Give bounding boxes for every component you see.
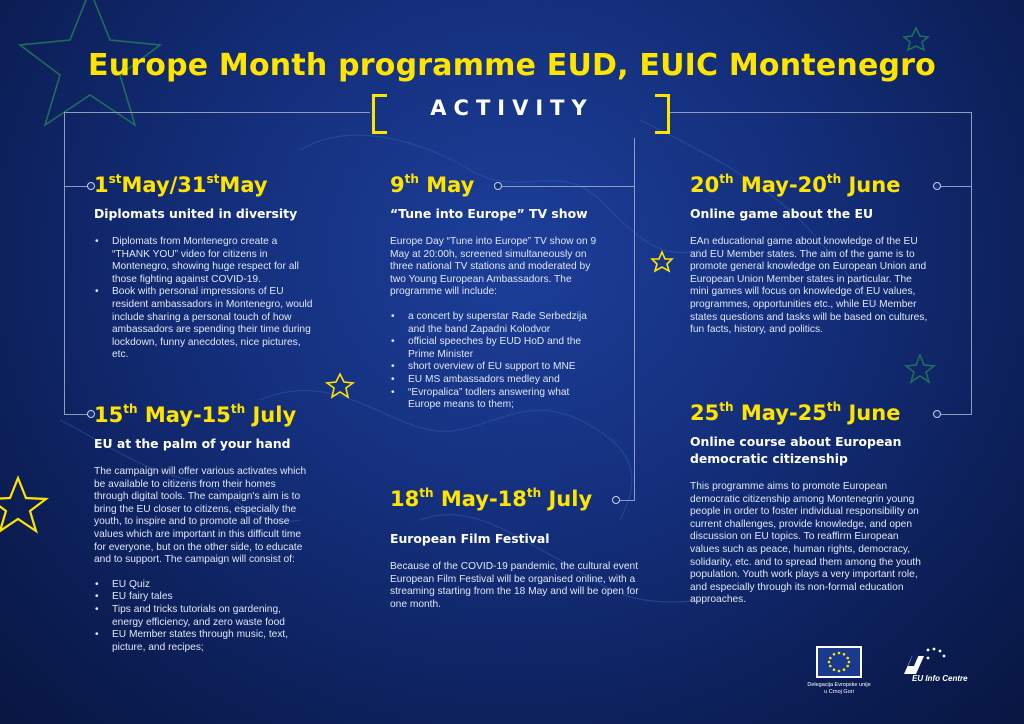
info-centre-label: EU Info Centre xyxy=(912,674,968,683)
star-outline-icon xyxy=(904,28,928,50)
event-date: 9th May xyxy=(390,172,475,197)
event-intro: Europe Day “Tune into Europe” TV show on 9 May at 20:00h, screened simultaneously on three national TV stations and moderated by two Young European Ambassadors. The programme will include: xyxy=(390,236,597,298)
bullet-item: • “Evropalica” todlers answering what Europe means to them; xyxy=(390,387,602,412)
event-may18 xyxy=(390,486,652,611)
connector-line xyxy=(64,112,65,414)
eu-delegation-caption: Delegacija Evropske unije u Crnoj Gori xyxy=(807,682,871,695)
event-body: EAn educational game about knowledge of the EU and EU Member states. The aim of the game is to promote general knowledge on European Union and European Union Member states in particular. The mini games will focus on knowledge of EU values, programmes, opportunities etc., while EU Member states questions and tasks will be based on cultures, fun facts, history, and politics. xyxy=(690,236,928,336)
connector-dot xyxy=(933,182,941,190)
event-may15 xyxy=(94,402,312,654)
event-may9 xyxy=(390,172,602,412)
event-heading: Diplomats united in diversity xyxy=(94,206,298,221)
event-body xyxy=(94,236,314,362)
bullet-item: • Tips and tricks tutorials on gardening, energy efficiency, and zero waste food xyxy=(94,604,312,629)
bullet-item: • a concert by superstar Rade Serbedzija and the band Zapadni Kolodvor xyxy=(390,311,602,336)
event-may1 xyxy=(94,172,314,362)
eu-delegation-logo xyxy=(795,646,883,696)
event-body: Because of the COVID-19 pandemic, the cultural event European Film Festival will be organised online, with a streaming starting from the 18 May and will be open for one month. xyxy=(390,561,639,610)
section-label: ACTIVITY xyxy=(430,96,594,120)
event-heading: Online game about the EU xyxy=(690,206,874,221)
event-body xyxy=(390,236,602,412)
bullet-item: • Book with personal impressions of EU resident ambassadors in Montenegro, would include sharing a personal touch of how ambassadors are spending their time during lockdown, funny anecdotes, nice pictures, etc. xyxy=(94,286,314,362)
bracket-right xyxy=(655,94,670,134)
event-date: 18th May-18th July xyxy=(390,486,593,511)
eu-flag-icon xyxy=(816,646,862,678)
connector-dot xyxy=(933,410,941,418)
event-may20 xyxy=(690,172,930,337)
event-date: 15th May-15th July xyxy=(94,402,297,427)
page-title: Europe Month programme EUD, EUIC Montenegro xyxy=(88,48,936,83)
star-outline-icon xyxy=(906,355,934,382)
info-centre-mark-icon xyxy=(898,646,974,676)
star-outline-icon xyxy=(652,252,672,271)
event-body xyxy=(94,466,312,654)
connector-line xyxy=(64,112,370,113)
event-may25 xyxy=(690,400,930,607)
bullet-item: • EU MS ambassadors medley and xyxy=(390,374,602,387)
star-outline-icon xyxy=(0,478,46,531)
connector-line xyxy=(940,414,972,415)
event-date: 25th May-25th June xyxy=(690,400,901,425)
bullet-item: • EU fairy tales xyxy=(94,591,312,604)
event-intro: The campaign will offer various activates which be available to citizens from their homes through digital tools. The campaign's aim is to bring the EU closer to citizens, especially the youth, to inspire and to promote all of those values which are important in this difficult time for everyone, but on the other side, to educate and to support. The campaign will consist of: xyxy=(94,466,307,566)
connector-line xyxy=(971,112,972,414)
event-body: This programme aims to promote European democratic citizenship among Montenegrin young people in order to foster individual responsibility on current challenges, provide knowledge, and open discussion on EU topics. To reaffirm European values such as peace, human rights, democracy, solidarity, etc. and to spread them among the youth population. Youth work plays a very important role, and especially through its non-formal education approaches. xyxy=(690,481,921,606)
bullet-item: • EU Quiz xyxy=(94,579,312,592)
bullet-item: • Diplomats from Montenegro create a “THANK YOU” video for citizens in Montenegro, showing huge respect for all those fighting against COVID-19. xyxy=(94,236,314,286)
event-heading: EU at the palm of your hand xyxy=(94,436,291,451)
bullet-item: • official speeches by EUD HoD and the Prime Minister xyxy=(390,336,602,361)
event-heading: “Tune into Europe” TV show xyxy=(390,206,588,221)
event-date: 1stMay/31stMay xyxy=(94,172,268,197)
connector-line xyxy=(634,138,635,500)
event-date: 20th May-20th June xyxy=(690,172,901,197)
event-heading: Online course about European democratic citizenship xyxy=(690,434,902,466)
connector-line xyxy=(940,186,972,187)
event-heading: European Film Festival xyxy=(390,531,550,546)
bullet-item: • short overview of EU support to MNE xyxy=(390,361,602,374)
bullet-item: • EU Member states through music, text, picture, and recipes; xyxy=(94,629,312,654)
connector-line xyxy=(670,112,972,113)
